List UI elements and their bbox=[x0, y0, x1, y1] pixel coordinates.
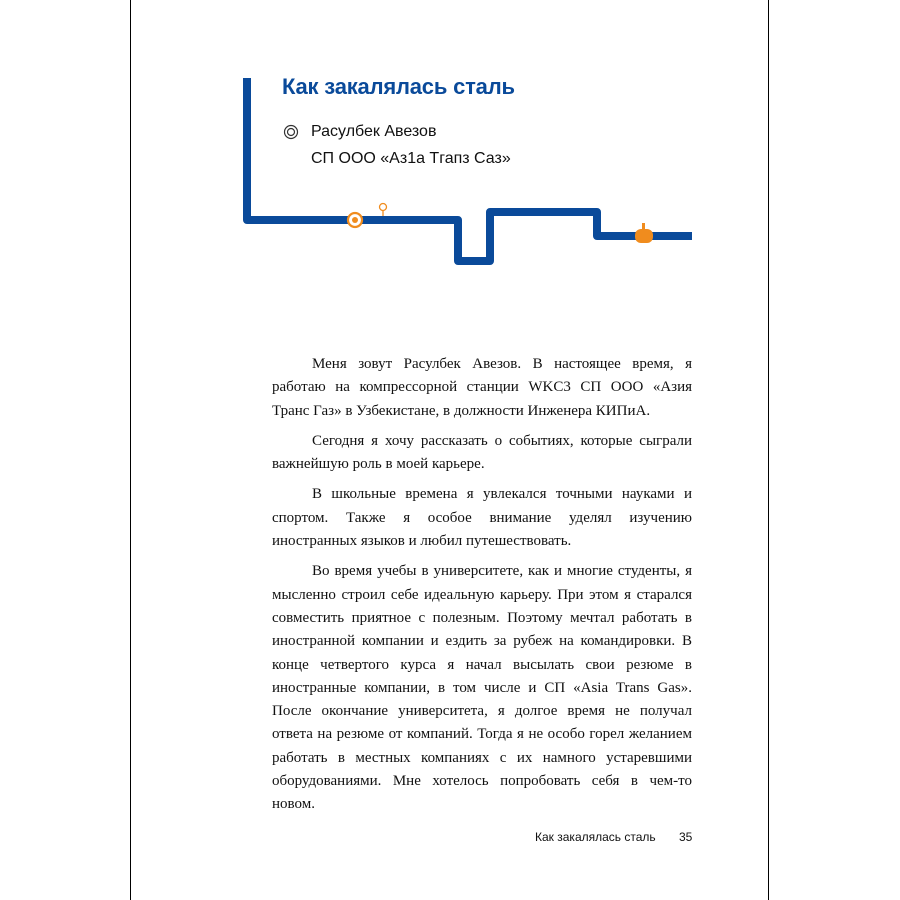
body-text bbox=[272, 353, 692, 824]
pressure-sensor-icon bbox=[380, 204, 387, 217]
author-name: Расулбек Авезов bbox=[311, 123, 437, 140]
paragraph: Сегодня я хочу рассказать о событиях, которые сыграли важнейшую роль в моей карьере. bbox=[272, 432, 692, 473]
gauge-icon bbox=[348, 213, 362, 227]
double-circle-icon bbox=[283, 124, 299, 140]
author-company: СП ООО «Аз1а Тгапз Саз» bbox=[311, 150, 511, 167]
paragraph: В школьные времена я увлекался точными науками и спортом. Также я особое внимание уделял изучению иностранных языков и любил путешествовать. bbox=[272, 486, 692, 550]
valve-icon bbox=[635, 223, 653, 243]
page-number: 35 bbox=[679, 830, 693, 844]
footer-running-title: Как закалялась сталь bbox=[535, 830, 656, 844]
chapter-title: Как закалялась сталь bbox=[282, 74, 515, 99]
pipeline-path bbox=[247, 78, 692, 261]
paragraph: Во время учебы в университете, как и многие студенты, я мысленно строил себе идеальную карьеру. При этом я старался совместить приятное с полезным. Поэтому мечтал работать в иностранной компании и ездить за рубеж на командировки. В конце четвертого курса я начал высылать свои резюме в иностранные компании, в том числе и СП «Asia Trans Gas». После окончание университета, я долгое время не получал ответа на резюме от компаний. Тогда я не особо горел желанием работать в местных компаниях с их намного устаревшими оборудованиями. Мне хотелось попробовать себя в чем-то новом. bbox=[272, 563, 692, 813]
paragraph: Меня зовут Расулбек Авезов. В настоящее время, я работаю на компрессорной станции WKC3 СП ООО «Азия Транс Газ» в Узбекистане, в должности Инженера КИПиА. bbox=[272, 356, 692, 419]
